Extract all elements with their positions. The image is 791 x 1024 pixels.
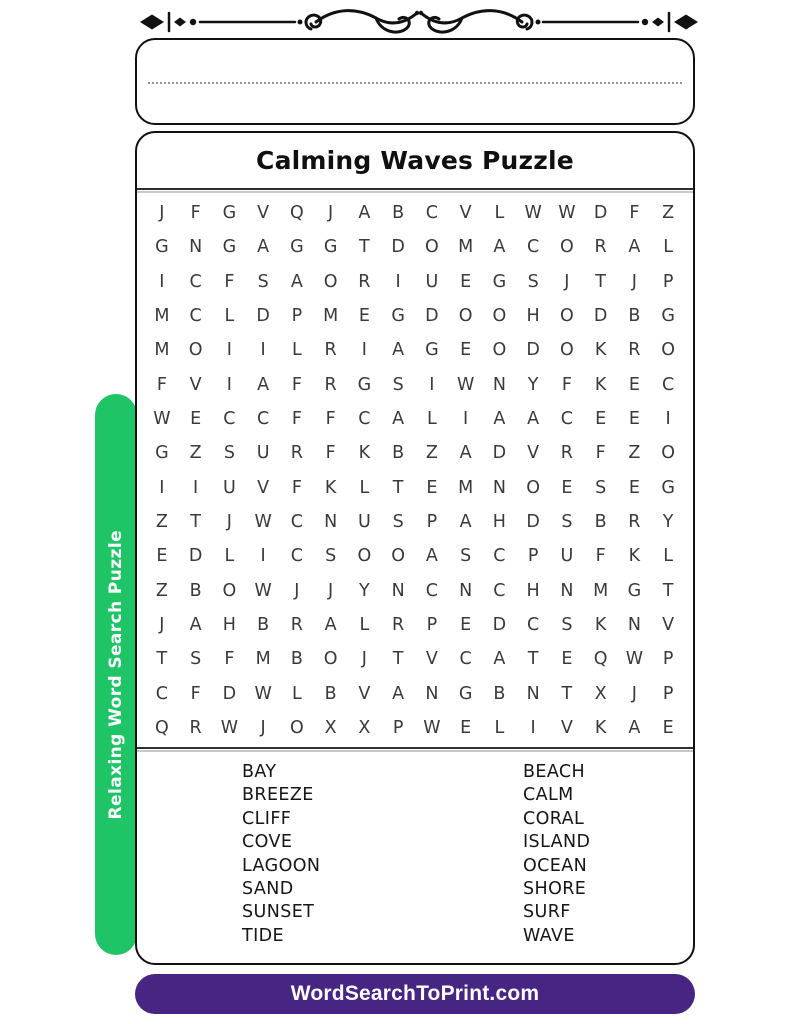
grid-letter: L: [427, 409, 437, 430]
grid-letter: A: [257, 374, 270, 395]
grid-letter: W: [220, 717, 239, 738]
grid-letter: A: [459, 511, 472, 532]
grid-letter: P: [662, 649, 674, 670]
grid-letter: Q: [593, 649, 608, 670]
grid-letter: V: [527, 443, 540, 464]
name-card: [135, 38, 695, 125]
word-item: CALM: [523, 785, 574, 806]
grid-letter: D: [492, 443, 507, 464]
grid-letter: R: [594, 237, 607, 258]
grid-letter: C: [358, 409, 371, 430]
grid-letter: A: [392, 683, 405, 704]
grid-letter: G: [222, 237, 237, 258]
grid-letter: E: [662, 717, 674, 738]
puzzle-card: [135, 131, 695, 965]
grid-letter: W: [625, 649, 644, 670]
grid-letter: I: [260, 340, 266, 361]
grid-letter: D: [492, 614, 507, 635]
grid-letter: C: [527, 237, 540, 258]
grid-letter: A: [493, 237, 506, 258]
grid-letter: F: [156, 374, 167, 395]
grid-letter: Q: [289, 203, 304, 224]
grid-letter: F: [595, 443, 606, 464]
grid-letter: S: [223, 443, 235, 464]
grid-letter: M: [458, 237, 474, 258]
title-row: [137, 133, 693, 188]
grid-letter: O: [458, 306, 473, 327]
grid-letter: M: [154, 306, 170, 327]
grid-letter: O: [222, 580, 237, 601]
grid-letter: C: [155, 683, 168, 704]
grid-letter: F: [561, 374, 572, 395]
grid-letter: L: [224, 546, 235, 567]
grid-letter: H: [526, 580, 540, 601]
grid-letter: E: [595, 409, 607, 430]
grid-letter: O: [391, 546, 406, 567]
grid-letter: A: [189, 614, 202, 635]
word-item: TIDE: [242, 925, 284, 946]
grid-letter: L: [494, 203, 505, 224]
grid-letter: V: [459, 203, 472, 224]
grid-letter: C: [290, 511, 303, 532]
grid-letter: D: [188, 546, 203, 567]
left-diamond-icon: [140, 15, 164, 30]
grid-letter: E: [460, 717, 472, 738]
flourish-divider-icon: [138, 5, 700, 39]
grid-letter: L: [359, 614, 370, 635]
grid-letter: G: [661, 306, 675, 327]
grid-letter: I: [530, 717, 536, 738]
word-item: OCEAN: [523, 855, 588, 876]
grid-letter: U: [560, 546, 574, 567]
grid-letter: F: [190, 203, 201, 224]
grid-letter: K: [594, 614, 607, 635]
grid-letter: E: [460, 614, 472, 635]
grid-letter: B: [189, 580, 202, 601]
grid-letter: U: [256, 443, 270, 464]
grid-letter: O: [492, 340, 507, 361]
grid-letter: R: [324, 374, 337, 395]
grid-letter: N: [526, 683, 540, 704]
grid-letter: K: [324, 477, 337, 498]
grid-letter: I: [159, 271, 165, 292]
grid-letter: F: [629, 203, 640, 224]
grid-letter: O: [289, 717, 304, 738]
grid-letter: N: [560, 580, 574, 601]
grid-letter: I: [193, 477, 199, 498]
grid-letter: S: [460, 546, 472, 567]
grid-letter: K: [628, 546, 641, 567]
grid-letter: E: [561, 649, 573, 670]
grid-letter: A: [392, 340, 405, 361]
grid-letter: B: [594, 511, 607, 532]
grid-letter: H: [492, 511, 506, 532]
grid-letter: O: [559, 237, 574, 258]
grid-letter: P: [426, 511, 438, 532]
grid-letter: D: [222, 683, 237, 704]
grid-letter: I: [665, 409, 671, 430]
grid-letter: Y: [527, 374, 539, 395]
grid-letter: L: [663, 237, 673, 258]
grid-letter: U: [357, 511, 371, 532]
grid-letter: R: [560, 443, 573, 464]
grid-letter: T: [561, 683, 573, 704]
grid-letter: B: [324, 683, 337, 704]
grid-letter: D: [425, 306, 439, 327]
grid-letter: O: [323, 271, 338, 292]
grid-letter: J: [631, 271, 637, 292]
grid-letter: C: [459, 649, 472, 670]
grid-letter: O: [526, 477, 541, 498]
grid-letter: R: [392, 614, 405, 635]
grid-letter: B: [290, 649, 303, 670]
grid-letter: I: [260, 546, 266, 567]
grid-letter: C: [425, 580, 438, 601]
grid-letter: R: [358, 271, 371, 292]
grid-letter: W: [423, 717, 441, 738]
word-item: ISLAND: [523, 832, 591, 853]
grid-letter: I: [226, 374, 232, 395]
grid-letter: T: [392, 477, 404, 498]
grid-letter: E: [628, 374, 640, 395]
grid-letter: A: [628, 237, 641, 258]
grid-letter: G: [391, 306, 405, 327]
grid-letter: G: [155, 237, 169, 258]
grid-letter: T: [662, 580, 674, 601]
grid-letter: W: [254, 683, 272, 704]
grid-letter: L: [224, 306, 235, 327]
grid-letter: N: [492, 374, 506, 395]
word-item: SURF: [523, 902, 571, 923]
grid-letter: S: [325, 546, 337, 567]
grid-letter: O: [357, 546, 372, 567]
grid-letter: N: [425, 683, 439, 704]
grid-letter: G: [357, 374, 372, 395]
grid-letter: N: [492, 477, 506, 498]
grid-letter: A: [493, 649, 506, 670]
grid-letter: A: [459, 443, 472, 464]
grid-letter: J: [328, 580, 334, 601]
grid-letter: I: [429, 374, 435, 395]
grid-letter: N: [459, 580, 473, 601]
grid-letter: V: [257, 477, 270, 498]
letter-grid: [137, 190, 693, 747]
grid-letter: T: [156, 649, 168, 670]
grid-letter: V: [560, 717, 573, 738]
grid-letter: Z: [155, 580, 168, 601]
grid-letter: Y: [359, 580, 370, 601]
grid-letter: F: [595, 546, 606, 567]
footer-website-label: WordSearchToPrint.com: [290, 982, 540, 1005]
grid-letter: B: [392, 203, 405, 224]
grid-letter: Z: [189, 443, 202, 464]
grid-letter: Z: [425, 443, 438, 464]
grid-letter: T: [392, 649, 404, 670]
grid-letter: S: [527, 271, 539, 292]
grid-letter: O: [559, 340, 574, 361]
grid-letter: E: [561, 477, 573, 498]
right-diamond-icon: [674, 15, 698, 30]
grid-letter: P: [392, 717, 404, 738]
grid-letter: K: [594, 374, 607, 395]
grid-letter: C: [560, 409, 573, 430]
grid-letter: V: [425, 649, 438, 670]
grid-letter: A: [425, 546, 438, 567]
grid-letter: F: [291, 477, 302, 498]
grid-letter: R: [290, 614, 303, 635]
grid-letter: A: [257, 237, 270, 258]
grid-letter: V: [257, 203, 270, 224]
grid-letter: M: [154, 340, 170, 361]
grid-letter: F: [325, 443, 336, 464]
grid-letter: L: [292, 683, 302, 704]
grid-letter: N: [189, 237, 203, 258]
grid-letter: L: [359, 477, 370, 498]
grid-letter: D: [256, 306, 270, 327]
grid-letter: J: [159, 614, 165, 635]
grid-letter: V: [189, 374, 202, 395]
grid-letter: O: [661, 443, 676, 464]
grid-letter: W: [456, 374, 475, 395]
grid-letter: F: [291, 374, 302, 395]
grid-letter: G: [627, 580, 642, 601]
grid-letter: F: [190, 683, 201, 704]
grid-letter: T: [595, 271, 606, 292]
grid-letter: R: [189, 717, 202, 738]
grid-letter: N: [627, 614, 641, 635]
grid-letter: H: [222, 614, 236, 635]
grid-letter: C: [223, 409, 236, 430]
grid-letter: G: [290, 237, 304, 258]
sidebar-ribbon-label: Relaxing Word Search Puzzle: [106, 529, 126, 820]
grid-letter: A: [358, 203, 371, 224]
grid-letter: N: [324, 511, 338, 532]
word-item: BAY: [242, 762, 277, 782]
grid-letter: X: [324, 717, 337, 738]
grid-letter: G: [222, 203, 237, 224]
grid-letter: I: [361, 340, 367, 361]
grid-letter: E: [426, 477, 438, 498]
grid-letter: I: [395, 271, 401, 292]
word-item: CLIFF: [242, 808, 292, 829]
sidebar-ribbon: [95, 394, 137, 955]
grid-letter: Y: [662, 511, 674, 532]
grid-letter: S: [257, 271, 269, 292]
grid-letter: P: [662, 271, 674, 292]
grid-letter: F: [325, 409, 336, 430]
grid-letter: G: [155, 443, 169, 464]
grid-letter: T: [190, 511, 201, 532]
grid-letter: V: [358, 683, 371, 704]
word-item: SHORE: [523, 879, 587, 900]
grid-letter: I: [226, 340, 232, 361]
grid-letter: B: [392, 443, 405, 464]
grid-letter: C: [257, 409, 270, 430]
grid-letter: O: [323, 649, 338, 670]
grid-letter: L: [663, 546, 673, 567]
grid-letter: Z: [628, 443, 641, 464]
grid-letter: U: [425, 271, 439, 292]
grid-letter: X: [358, 717, 371, 738]
grid-letter: T: [527, 649, 539, 670]
footer-banner: [135, 974, 695, 1014]
grid-letter: B: [493, 683, 506, 704]
word-list: [137, 749, 693, 963]
grid-letter: E: [460, 271, 472, 292]
grid-letter: I: [159, 477, 165, 498]
grid-letter: C: [662, 374, 675, 395]
grid-letter: Q: [154, 717, 169, 738]
grid-letter: Z: [662, 203, 675, 224]
grid-letter: M: [255, 649, 271, 670]
grid-letter: C: [493, 580, 506, 601]
grid-letter: F: [224, 271, 235, 292]
grid-letter: W: [153, 409, 171, 430]
grid-letter: A: [324, 614, 337, 635]
grid-letter: D: [526, 340, 540, 361]
grid-letter: K: [358, 443, 371, 464]
grid-letter: P: [527, 546, 539, 567]
grid-letter: Z: [155, 511, 168, 532]
grid-letter: I: [463, 409, 469, 430]
grid-letter: J: [564, 271, 570, 292]
grid-letter: C: [189, 306, 202, 327]
grid-letter: G: [492, 271, 507, 292]
grid-letter: J: [361, 649, 367, 670]
grid-letter: C: [527, 614, 540, 635]
grid-letter: S: [392, 374, 404, 395]
page-title: Calming Waves Puzzle: [256, 146, 574, 175]
grid-letter: K: [594, 340, 607, 361]
grid-letter: J: [159, 203, 165, 224]
grid-letter: D: [391, 237, 405, 258]
grid-letter: B: [628, 306, 641, 327]
grid-letter: M: [593, 580, 609, 601]
grid-letter: C: [425, 203, 438, 224]
grid-letter: V: [662, 614, 675, 635]
grid-letter: O: [492, 306, 507, 327]
grid-letter: D: [593, 203, 608, 224]
grid-letter: C: [189, 271, 202, 292]
grid-letter: O: [661, 340, 676, 361]
grid-letter: N: [391, 580, 405, 601]
grid-letter: R: [628, 340, 641, 361]
grid-letter: O: [559, 306, 574, 327]
grid-letter: U: [222, 477, 236, 498]
grid-letter: P: [662, 683, 674, 704]
grid-letter: D: [593, 306, 608, 327]
grid-letter: L: [292, 340, 302, 361]
grid-letter: S: [595, 477, 607, 498]
grid-letter: J: [226, 511, 232, 532]
grid-letter: F: [224, 649, 235, 670]
grid-letter: E: [628, 477, 640, 498]
grid-letter: W: [524, 203, 542, 224]
grid-letter: A: [392, 409, 405, 430]
grid-letter: W: [254, 511, 272, 532]
grid-letter: O: [188, 340, 203, 361]
word-column-2: [523, 761, 590, 948]
word-item: CORAL: [523, 808, 585, 829]
word-item: COVE: [242, 832, 293, 853]
grid-letter: A: [628, 717, 641, 738]
grid-letter: H: [526, 306, 540, 327]
grid-letter: A: [290, 271, 303, 292]
grid-letter: P: [291, 306, 303, 327]
grid-letter: G: [661, 477, 675, 498]
grid-letter: T: [359, 237, 370, 258]
grid-letter: E: [628, 409, 640, 430]
word-item: SUNSET: [242, 902, 315, 923]
grid-letter: A: [493, 409, 506, 430]
grid-letter: M: [458, 477, 474, 498]
grid-letter: J: [260, 717, 266, 738]
grid-letter: J: [294, 580, 300, 601]
grid-letter: J: [328, 203, 334, 224]
word-item: SAND: [242, 879, 294, 900]
grid-letter: J: [631, 683, 637, 704]
grid-letter: X: [594, 683, 607, 704]
grid-letter: G: [458, 683, 473, 704]
grid-letter: S: [190, 649, 202, 670]
grid-letter: S: [392, 511, 404, 532]
word-item: BREEZE: [242, 785, 314, 806]
grid-letter: S: [561, 511, 573, 532]
grid-letter: C: [290, 546, 303, 567]
grid-letter: F: [291, 409, 302, 430]
grid-letter: D: [526, 511, 540, 532]
grid-letter: M: [323, 306, 339, 327]
grid-letter: E: [190, 409, 202, 430]
word-column-1: [242, 761, 320, 948]
grid-letter: B: [257, 614, 270, 635]
name-write-line: [148, 82, 682, 84]
grid-letter: R: [324, 340, 337, 361]
grid-letter: O: [424, 237, 439, 258]
grid-letter: E: [358, 306, 370, 327]
grid-letter: G: [425, 340, 439, 361]
grid-letter: G: [323, 237, 338, 258]
word-item: WAVE: [523, 925, 575, 946]
grid-letter: W: [254, 580, 272, 601]
grid-letter: L: [494, 717, 505, 738]
grid-letter: R: [290, 443, 303, 464]
grid-letter: E: [156, 546, 168, 567]
grid-letter: S: [561, 614, 573, 635]
grid-letter: E: [460, 340, 472, 361]
grid-letter: R: [628, 511, 641, 532]
grid-letter: C: [493, 546, 506, 567]
grid-letter: A: [527, 409, 540, 430]
word-item: BEACH: [523, 762, 586, 782]
word-item: LAGOON: [242, 855, 321, 876]
grid-letter: P: [426, 614, 438, 635]
grid-letter: W: [558, 203, 576, 224]
grid-letter: K: [594, 717, 607, 738]
